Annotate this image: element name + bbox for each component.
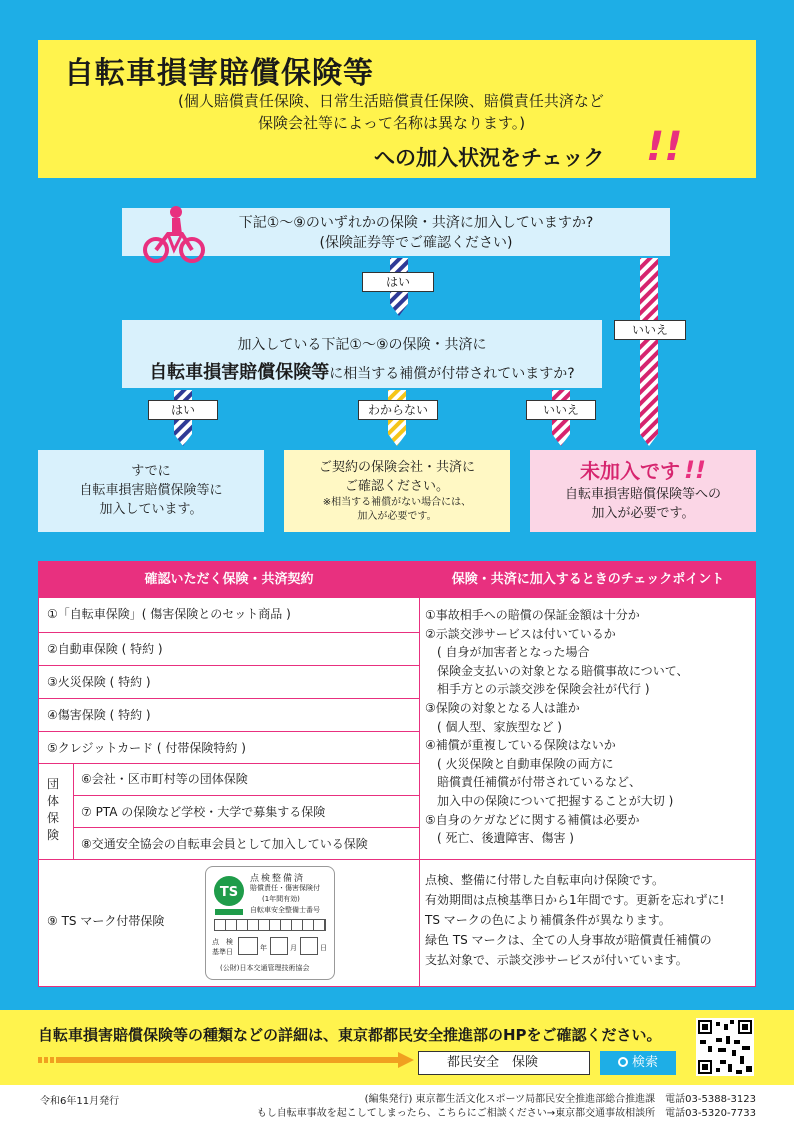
- qr-code-icon[interactable]: [696, 1018, 754, 1076]
- ts-item-label: ⑨ TS マーク付帯保険: [47, 914, 165, 928]
- checkpoint-item: 相手方との示談交渉を保険会社が代行 ): [437, 682, 650, 697]
- bicycle-icon: [142, 204, 206, 268]
- ts-mark-icon: [212, 875, 246, 917]
- question2-line2: [122, 358, 602, 384]
- result3-line1: 自転車損害賠償保険等への: [564, 487, 721, 502]
- table-row: ④傷害保険 ( 特約 ): [39, 698, 419, 731]
- publisher-info: (編集発行) 東京都生活文化スポーツ局都民安全推進部総合推進課 電話03-5388-3123: [364, 1094, 756, 1105]
- checkpoint-item: 加入中の保険について把握することが大切 ): [437, 793, 674, 808]
- question2-keyword: 自転車損害賠償保険等: [149, 362, 330, 383]
- ts-card-sub2: (1年間有効): [262, 895, 300, 903]
- checkpoint-item: ( 死亡、後遺障害、傷害 ): [437, 831, 574, 846]
- result1-line3: 加入しています。: [99, 502, 203, 517]
- table-row: ②自動車保険 ( 特約 ): [39, 632, 419, 665]
- consult-info: もし自転車事故を起こしてしまったら、こちらにご相談ください→東京都交通事故相談所 電話03-5320-7733: [256, 1108, 756, 1119]
- table-row: ③火災保険 ( 特約 ): [39, 665, 419, 698]
- issue-date: 令和6年11月発行: [40, 1096, 120, 1107]
- ts-month: 月: [290, 944, 297, 952]
- question2-rest: に相当する補償が付帯されていますか?: [329, 366, 575, 382]
- ts-org: (公財)日本交通管理技術協会: [220, 964, 310, 972]
- exclamation-icon: !!: [646, 124, 683, 170]
- checkpoint-item: 保険金支払いの対象となる賠償事故について、: [437, 663, 689, 678]
- result3-title: [530, 456, 756, 485]
- ts-date-label1: 点 検: [212, 938, 233, 946]
- ts-date-label2: 基準日: [212, 948, 233, 956]
- question2-line1: 加入している下記①～⑨の保険・共済に: [237, 337, 487, 353]
- question1-line1: 下記①～⑨のいずれかの保険・共済に加入していますか?: [238, 215, 594, 231]
- ts-card: [205, 866, 335, 980]
- checkpoint-item: ②示談交渉サービスは付いているか: [425, 626, 616, 641]
- question2-box: [122, 320, 602, 388]
- checkpoint-item: ⑤自身のケガなどに関する補償は必要か: [425, 812, 640, 827]
- arrow-right-icon: [38, 1052, 414, 1068]
- ts-card-sub1: 賠償責任・傷害保険付: [250, 884, 320, 892]
- ts-number-boxes: [214, 919, 326, 931]
- search-input[interactable]: [418, 1051, 590, 1075]
- search-icon: [618, 1057, 628, 1067]
- ts-card-title: 点検整備済: [250, 874, 306, 884]
- checkpoint-list: [425, 606, 753, 848]
- right-header: 保険・共済に加入するときのチェックポイント: [420, 562, 756, 598]
- no-arrow-1: [636, 258, 662, 448]
- header-panel: [38, 40, 756, 178]
- ts-day-box: [300, 937, 318, 955]
- result1-line1: すでに: [131, 464, 171, 479]
- checkpoint-item: 賠償責任補償が付帯されているなど、: [437, 775, 642, 790]
- ts-year-box: [238, 937, 258, 955]
- table-row: ⑤クレジットカード ( 付帯保険特約 ): [39, 731, 419, 763]
- result2-note2: 加入が必要です。: [357, 511, 437, 522]
- ts-description: [425, 870, 753, 970]
- result3-title-text: 未加入です: [580, 459, 681, 483]
- ts-desc-line: 点検、整備に付帯した自転車向け保険です。: [425, 873, 665, 887]
- result2-line1: ご契約の保険会社・共済に: [318, 460, 475, 475]
- question1-line2: (保険証券等でご確認ください): [319, 235, 513, 251]
- table-row: ⑦ PTA の保険など学校・大学で募集する保険: [73, 795, 419, 827]
- search-value: 都民安全 保険: [447, 1055, 539, 1070]
- group-label: 団体保険: [47, 777, 60, 842]
- left-header: 確認いただく保険・共済契約: [39, 562, 419, 598]
- subtitle: [178, 90, 604, 134]
- ts-year: 年: [260, 944, 267, 952]
- ts-day: 日: [320, 944, 327, 952]
- ts-desc-line: 支払対象で、示談交渉サービスが付いています。: [425, 953, 688, 967]
- checkpoint-item: ④補償が重複している保険はないか: [425, 738, 616, 753]
- yes-label-1: はい: [362, 272, 434, 292]
- yes-label-2: はい: [148, 400, 218, 420]
- subtitle-line2: 保険会社等によって名称は異なります。): [258, 114, 526, 132]
- checkpoint-item: ③保険の対象となる人は誰か: [425, 700, 580, 715]
- ts-card-sub3: 自転車安全整備士番号: [250, 906, 320, 914]
- result3-line2: 加入が必要です。: [591, 506, 695, 521]
- result2-line2: ご確認ください。: [344, 479, 449, 494]
- ts-desc-line: 緑色 TS マークは、全ての人身事故が賠償責任補償の: [425, 933, 712, 947]
- checkpoint-item: ( 個人型、家族型など ): [437, 719, 562, 734]
- unknown-label: わからない: [358, 400, 438, 420]
- result-please-confirm: [284, 450, 510, 532]
- checkpoint-item: ( 火災保険と自動車保険の両方に: [437, 756, 614, 771]
- ts-desc-line: 有効期間は点検基準日から1年間です。更新を忘れずに!: [425, 893, 725, 907]
- qr-code-graphic: [696, 1018, 754, 1076]
- checkpoint-item: ( 自身が加害者となった場合: [437, 645, 590, 660]
- result2-note1: ※相当する補償がない場合には、: [322, 497, 472, 508]
- svg-text:TS: TS: [219, 885, 239, 900]
- info-message: 自転車損害賠償保険等の種類などの詳細は、東京都都民安全推進部のHPをご確認ください。: [38, 1026, 662, 1044]
- table-row: ①「自転車保険」( 傷害保険とのセット商品 ): [47, 607, 291, 621]
- ts-month-box: [270, 937, 288, 955]
- result-already-insured: [38, 450, 264, 532]
- page-title: 自転車損害賠償保険等: [64, 56, 374, 91]
- checkpoint-item: ①事故相手への賠償の保証金額は十分か: [425, 608, 640, 622]
- insurance-table: [38, 561, 756, 987]
- check-heading: への加入状況をチェック: [374, 146, 605, 170]
- ts-desc-line: TS マークの色により補償条件が異なります。: [425, 913, 671, 927]
- search-button-label: 検索: [631, 1055, 658, 1070]
- table-row: ⑥会社・区市町村等の団体保険: [81, 772, 248, 786]
- exclamation-icon-small: !!: [684, 456, 706, 484]
- result1-line2: 自転車損害賠償保険等に: [79, 483, 223, 498]
- table-row: ⑧交通安全協会の自転車会員として加入している保険: [73, 827, 419, 859]
- no-label-1: いいえ: [614, 320, 686, 340]
- result-not-insured: [530, 450, 756, 532]
- subtitle-line1: (個人賠償責任保険、日常生活賠償責任保険、賠償責任共済など: [178, 92, 604, 110]
- search-button[interactable]: [600, 1051, 676, 1075]
- no-label-2: いいえ: [526, 400, 596, 420]
